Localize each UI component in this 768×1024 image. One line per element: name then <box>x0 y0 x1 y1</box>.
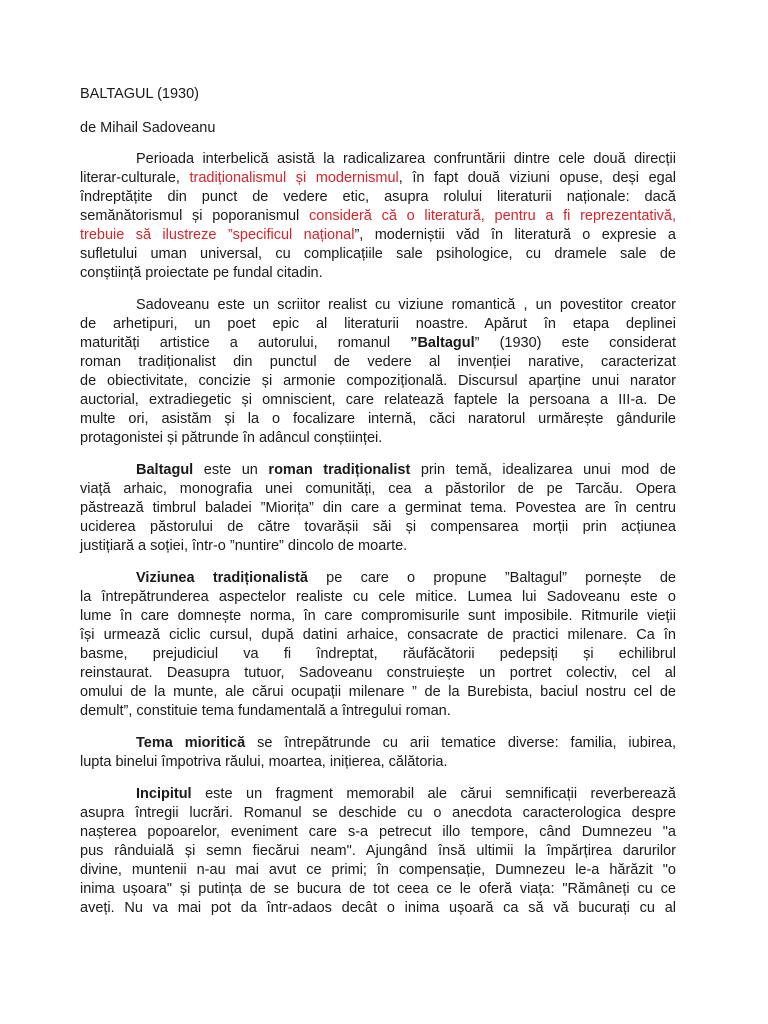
bold-term: roman tradiționalist <box>268 462 411 478</box>
text-run: literar-culturale, <box>80 170 190 186</box>
text-run: multe ori, asistăm și la o focalizare internă, căci naratorul urmărește gândurile <box>80 411 676 427</box>
text-line <box>80 804 676 823</box>
text-line <box>80 334 676 353</box>
text-run: își urmează ciclic cursul, după datini arhaice, consacrate de practici milenare. Ca în <box>80 627 676 643</box>
text-run: semănătorismul și poporanismul <box>80 208 309 224</box>
text-run: este un <box>193 462 269 478</box>
text-line <box>80 683 676 702</box>
text-run: roman tradiționalist din punctul de vedere al invenției narative, caracterizat <box>80 354 676 370</box>
text-line <box>80 480 676 499</box>
text-line <box>80 245 676 264</box>
text-line <box>80 880 676 899</box>
text-line <box>80 753 676 772</box>
highlighted-text: consideră că o literatură, pentru a fi reprezentativă, <box>309 208 677 224</box>
text-line <box>80 169 676 188</box>
document-title: BALTAGUL (1930) <box>80 86 200 102</box>
text-line <box>80 588 676 607</box>
text-line <box>80 429 676 448</box>
author-line: de Mihail Sadoveanu <box>80 120 216 136</box>
text-run: nașterea popoarelor, eveniment care s-a petrecut illo tempore, când Dumnezeu "a <box>80 824 676 840</box>
text-run: la întrepătrunderea aspectelor realiste cu cele mitice. Lumea lui Sadoveanu este o <box>80 589 676 605</box>
text-line <box>136 734 676 753</box>
text-run: ”, moderniștii văd în literatură o expresie a <box>354 227 676 243</box>
text-line <box>80 861 676 880</box>
text-run: viață arhaic, monografia unei comunități, cea a păstorilor de pe Tarcău. Opera <box>80 481 676 497</box>
text-line <box>80 645 676 664</box>
bold-term: Baltagul <box>136 462 194 478</box>
text-line <box>80 226 676 245</box>
text-line <box>136 569 676 588</box>
text-line <box>80 391 676 410</box>
text-line <box>136 785 676 804</box>
text-run: inima ușoara" și putința de se bucura de tot ceea ce le oferă viața: "Rămâneți cu ce <box>80 881 676 897</box>
text-line <box>80 537 676 556</box>
text-run: conștiință proiectate pe fundal citadin. <box>80 265 323 281</box>
text-line <box>136 461 676 480</box>
text-run: se întrepătrunde cu arii tematice diverse: familia, iubirea, <box>245 735 676 751</box>
text-run: demult”, constituie tema fundamentală a întregului roman. <box>80 703 451 719</box>
text-run: păstrează timbrul baladei ”Miorița” din care a germinat tema. Povestea are în centru <box>80 500 676 516</box>
text-run: este un fragment memorabil ale cărui semnificații reverberează <box>191 786 676 802</box>
text-run: asupra întregii lucrări. Romanul se deschide cu o anecdota caracterologica despre <box>80 805 676 821</box>
text-run: omului de la munte, ale cărui ocupații milenare ” de la Burebista, baciul nostru cel de <box>80 684 676 700</box>
text-line <box>80 353 676 372</box>
text-line <box>80 823 676 842</box>
text-line <box>80 664 676 683</box>
text-run: uciderea păstorului de către tovarășii săi și compensarea morții prin acțiunea <box>80 519 676 535</box>
text-run: lupta binelui împotriva răului, moartea, inițierea, călătoria. <box>80 754 448 770</box>
text-line <box>80 842 676 861</box>
text-line <box>80 518 676 537</box>
bold-term: Viziunea tradiționalistă <box>136 570 308 586</box>
text-line <box>80 702 676 721</box>
text-run: , în fapt două viziuni opuse, deși egal <box>398 170 676 186</box>
highlighted-text: tradiționalismul și modernismul <box>189 170 399 186</box>
text-run: îndreptățite din punct de vedere etic, asupra rolului literaturii naționale: dacă <box>80 189 676 205</box>
text-run: de obiectivitate, concizie și armonie compozițională. Discursul aparține unui narator <box>80 373 676 389</box>
text-run: aveți. Nu va mai pot da într-adaos decât o inima ușoară ca să vă bucurați cu al <box>80 900 676 916</box>
text-run: de arhetipuri, un poet epic al literaturii noastre. Apărut în etapa deplinei <box>80 316 676 332</box>
bold-term: Tema mioritică <box>136 735 246 751</box>
text-line <box>80 626 676 645</box>
text-run: prin temă, idealizarea unui mod de <box>410 462 676 478</box>
text-run: Perioada interbelică asistă la radicalizarea confruntării dintre cele două direcții <box>136 151 676 167</box>
text-run: Sadoveanu este un scriitor realist cu viziune romantică , un povestitor creator <box>136 297 676 313</box>
text-line <box>80 188 676 207</box>
highlighted-text: trebuie să ilustreze ”specificul național <box>80 227 355 243</box>
text-run: divine, muntenii n-au mai avut ce primi; în compensație, Dumnezeu le-a hărăzit "o <box>80 862 676 878</box>
text-line <box>80 372 676 391</box>
text-line <box>80 264 676 283</box>
text-run: basme, prejudiciul va fi îndreptat, răufăcătorii pedepsiți și echilibrul <box>80 646 676 662</box>
text-line <box>80 607 676 626</box>
text-line <box>136 296 676 315</box>
bold-term: ”Baltagul <box>410 335 475 351</box>
text-line <box>136 150 676 169</box>
text-line <box>80 207 676 226</box>
text-line <box>80 899 676 918</box>
text-run: justițiară a soției, într-o ”nuntire” dincolo de moarte. <box>80 538 408 554</box>
text-line <box>80 315 676 334</box>
text-run: maturități artistice a autorului, romanul <box>80 335 411 351</box>
text-run: pe care o propune ”Baltagul” pornește de <box>307 570 676 586</box>
text-run: auctorial, extradiegetic și omniscient, care relatează faptele la persoana a III-a. De <box>80 392 676 408</box>
text-run: reinstaurat. Deasupra tutuor, Sadoveanu construiește un portret colectiv, cel al <box>80 665 676 681</box>
text-line <box>80 410 676 429</box>
text-line <box>80 499 676 518</box>
text-run: sufletului uman universal, cu complicațiile sale psihologice, cu dramele sale de <box>80 246 676 262</box>
text-run: ” (1930) este considerat <box>474 335 677 351</box>
text-run: protagonistei și pătrunde în adâncul conștiinței. <box>80 430 383 446</box>
bold-term: Incipitul <box>136 786 192 802</box>
text-run: lume în care domnește norma, în care compromisurile sunt imposibile. Ritmurile vieții <box>80 608 676 624</box>
text-run: pus rânduială și semn fiecărui neam". Ajungând însă ultimii la împărțirea darurilor <box>80 843 676 859</box>
